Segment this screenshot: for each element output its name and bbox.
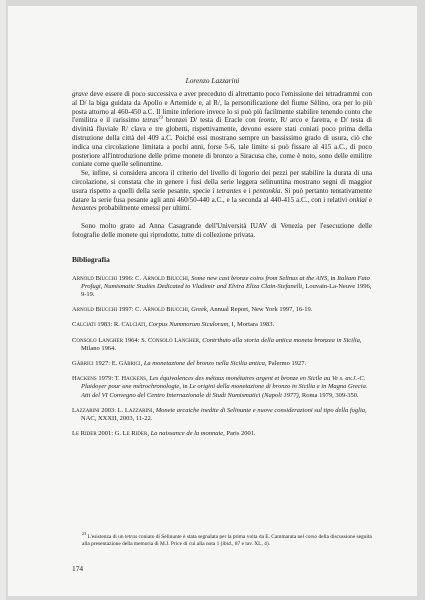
text-run: grave: [72, 90, 89, 98]
text-run: Consolo Langher: [147, 336, 200, 344]
text-run: ,: [147, 430, 151, 438]
text-run: e i: [241, 186, 253, 195]
text-run: Gàbrici: [118, 359, 141, 367]
text-run: , Milano 1964.: [81, 336, 362, 352]
text-run: tetras: [124, 534, 138, 540]
text-run: e: [366, 195, 373, 204]
main-text: [72, 90, 372, 445]
document-page: [8, 6, 417, 596]
text-run: Hackens: [121, 375, 147, 383]
text-run: Calciati: [121, 321, 146, 329]
text-run: Arnold Biucchi: [72, 274, 118, 282]
text-run: , Annual Report, New York 1997, 16-19.: [206, 306, 313, 314]
text-run: Arnold Biucchi: [142, 306, 188, 314]
text-run: La naissance de la monnaie: [150, 430, 224, 438]
text-run: tetrantes: [216, 186, 242, 195]
text-run: 2001: G.: [96, 430, 123, 438]
bibliography-list: [72, 275, 372, 439]
text-run: ,: [187, 306, 192, 314]
text-run: , NAC, XXXII, 2003, 11-22.: [81, 406, 367, 422]
paragraph-3: [72, 222, 372, 240]
paragraph-2: [72, 169, 372, 213]
bibliography-entry: [72, 306, 372, 314]
bibliography-heading: Bibliografia: [72, 254, 110, 264]
running-head: Lorenzo Lazzarini: [185, 76, 240, 85]
paragraph-1: [72, 90, 372, 169]
text-run: Gàbrici: [72, 359, 94, 367]
text-run: La monetazione del bronzo nella Sicilia antica: [143, 359, 265, 367]
text-run: ,: [199, 336, 203, 344]
text-run: Sono molto grato ad Anna Casagrande dell'Università IUAV di Venezia per l'esecuzione delle fotografie delle monete qui riprodotte, tutte di collezione privata.: [72, 222, 372, 239]
text-run: L'esistenza di un: [86, 534, 125, 540]
bibliography-entry: [72, 275, 372, 300]
text-run: , in: [179, 383, 190, 391]
text-run: Arnold Biucchi: [142, 274, 188, 282]
text-run: 1983: R.: [95, 321, 122, 329]
text-run: Les équivalences des métaux monétaires argent et bronze en Sicile au Ve s. av.J.-C. Plaidoyer pour une métrochronologie: [81, 375, 366, 391]
text-run: , in: [327, 274, 338, 282]
text-run: ,: [146, 375, 150, 383]
text-run: Consolo Langher: [72, 336, 124, 344]
text-run: Contributo alla storia della antica moneta bronzea in Sicilia: [202, 336, 360, 344]
page-number: 174: [72, 564, 84, 573]
text-run: Corpus Nummorum Siculorum: [148, 321, 229, 329]
text-run: Greek: [191, 306, 207, 314]
text-run: tetras: [142, 116, 159, 125]
text-run: , Paris 2001.: [223, 430, 256, 438]
text-run: Monete arcaiche inedite di Selinunte e nuove considerazioni sul tipo della foglia: [155, 406, 366, 414]
bibliography-entry: [72, 321, 372, 329]
text-run: Se, infine, si considera ancora il criterio del livello di logorio dei pezzi per stabilire la durata di una circolazione, si constata che in genere i fusi della serie leggera selinuntina mostrano segni di maggior usura rispetto a quelli della serie pesante, specie i: [72, 169, 372, 195]
text-run: 1979: T.: [96, 375, 122, 383]
bibliography-entry: [72, 407, 372, 423]
text-run: . Si può pertanto tentativamente datare la serie fusa pesante agli anni 460/50-440 a.C., e la seconda al 440-415 a.C., con i relativi: [72, 186, 372, 204]
text-run: , I, Mortara 1983.: [228, 321, 275, 329]
text-run: deve essere di poco successiva e aver preceduto di altrettanto poco l'emissione dei tetradrammi con al D/ la biga guidata da Apollo e Artemide e, al R/, la personificazione del fiume Sèlino, ora per lo più posta attorno al 460-450 a.C. Il limite inferiore invece lo si può più facilmente stabilire tenendo conto che l'emilitra e il rarissimo: [72, 90, 372, 125]
text-run: Le Rider: [122, 430, 148, 438]
text-run: Arnold Biucchi: [72, 306, 118, 314]
text-run: leonte: [258, 116, 276, 125]
text-run: ,: [145, 321, 149, 329]
text-run: , R/ arco e faretra, e D/ testa di divinità fluviale R/ clava e tre globetti, rispettivamente, devono essere stati coniati poco prima della distruzione della città del 409 a.C. Poiché essi mostrano sempre un bassissimo grado di usura, ciò che indica una circolazione limitata a pochi anni, forse 5-6, tale limite si può fissare al 415 a.C., di poco posteriore all'introduzione delle prime monete di bronzo a Siracusa che, come è noto, sono delle emilitre coniate come quelle selinuntine.: [72, 116, 372, 169]
text-run: onkiai: [349, 195, 367, 204]
text-run: 1997: C.: [117, 306, 143, 314]
text-run: Italiam Fato Profugi, Numismatic Studies Dedicated to Vladimir and Elvira Eliza Clain-Stefanelli: [81, 274, 370, 290]
text-run: , Louvain-La-Neuve 1996, 9-19.: [81, 282, 372, 298]
text-run: Le Rider: [72, 430, 97, 438]
footnote-ref: 23: [82, 531, 87, 537]
text-run: ,: [187, 274, 192, 282]
text-run: 2003: L.: [99, 406, 125, 414]
text-run: , Palermo 1927.: [264, 359, 307, 367]
text-run: pentonkia: [252, 186, 281, 195]
footnote-23: [82, 531, 372, 548]
text-run: 1996: C.: [117, 274, 143, 282]
bibliography-entry: [72, 337, 372, 353]
text-run: Le origini della monetazione di bronzo in Sicilia e in Magna Grecia. Atti del VI Convegno del Centro Internazionale di Studi Numismatici (Napoli 1977): [81, 383, 368, 399]
text-run: ,: [140, 359, 144, 367]
bibliography-entry: [72, 430, 372, 438]
text-run: coniato di Selinunte è stata segnalata per la prima volta da E. Cammarata nel corso della discussione seguita alla presentazione della memoria di M.J. Price di cui alla nota 1 (: [82, 534, 372, 547]
text-run: Hackens: [72, 375, 97, 383]
text-run: , 87 e tav. XL, 4).: [232, 540, 270, 547]
text-run: Some new cast bronze coins from Selinus at the ANS: [191, 274, 328, 282]
text-run: bronzei D/ testa di Eracle con: [162, 116, 259, 125]
text-run: probabilmente emessi per ultimi.: [96, 204, 192, 213]
text-run: ,: [152, 406, 156, 414]
text-run: ibid.: [222, 540, 233, 547]
text-run: Lazzarini: [72, 406, 100, 414]
text-run: Calciati: [72, 321, 96, 329]
text-run: , Roma 1979, 309-350.: [298, 391, 359, 399]
text-run: 1927: E.: [93, 359, 119, 367]
footnote-ref: 23: [158, 115, 163, 121]
bibliography-entry: [72, 360, 372, 368]
scan-edge: [0, 0, 6, 600]
text-run: Lazzarini: [124, 406, 153, 414]
text-run: hexantes: [72, 204, 97, 213]
text-run: 1964: S.: [123, 336, 148, 344]
bibliography-entry: [72, 375, 372, 400]
